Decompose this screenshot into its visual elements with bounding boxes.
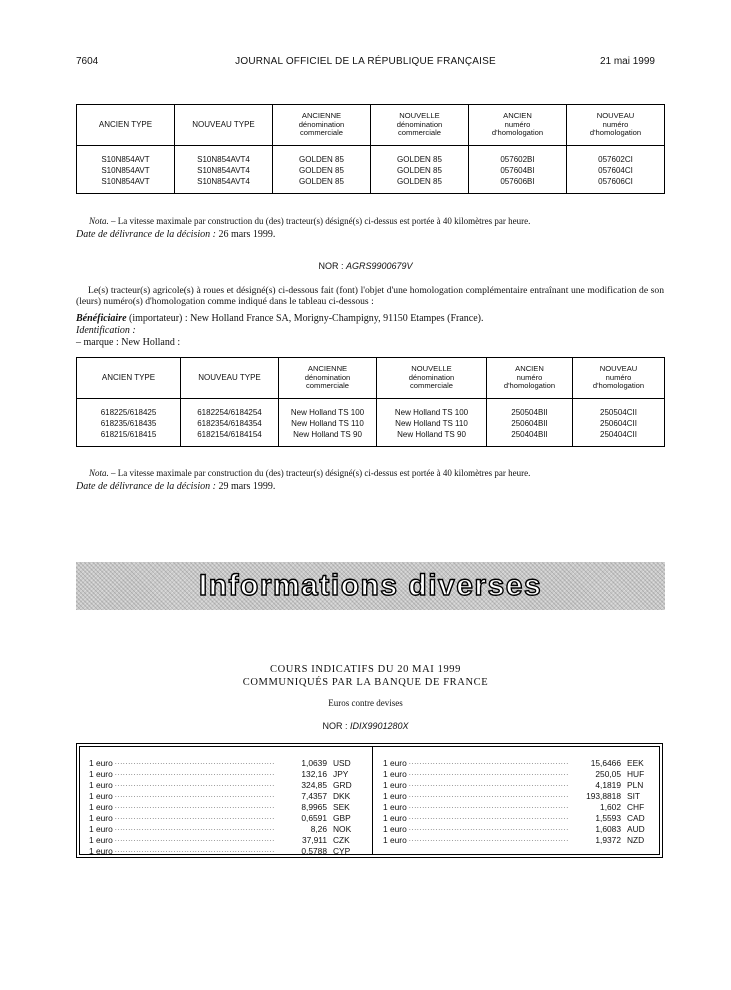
- homologation-table-2: [76, 357, 665, 447]
- rate-row: [89, 802, 359, 813]
- column-header: [273, 105, 371, 146]
- header-line: ANCIEN TYPE: [98, 119, 153, 129]
- dot-leader: [409, 780, 569, 791]
- table-cell: 057606BI: [469, 176, 567, 187]
- spacer-row: [77, 440, 665, 447]
- section-banner: [76, 562, 665, 610]
- rate-row: [383, 758, 653, 769]
- table-row: [77, 407, 665, 418]
- spacer-row: [77, 187, 665, 194]
- rate-row: [383, 791, 653, 802]
- exchange-rates-box: [76, 743, 663, 858]
- column-header: [469, 105, 567, 146]
- note-label: Nota.: [89, 468, 109, 478]
- beneficiaire-line: [76, 313, 484, 324]
- currency-code: EEK: [627, 758, 644, 768]
- table-row: [77, 429, 665, 440]
- table-cell: 6182154/6184154: [181, 429, 279, 440]
- rate-label: 1 euro: [89, 802, 113, 812]
- rates-column-right: [383, 758, 653, 846]
- table-cell: 250404CII: [573, 429, 665, 440]
- decision-value: 26 mars 1999.: [215, 229, 276, 240]
- column-header: [77, 358, 181, 399]
- note-text: – La vitesse maximale par construction du (des) tracteur(s) désigné(s) ci-dessus est portée à 40 kilomètres par heure.: [108, 216, 531, 226]
- rate-value: 250,05: [595, 769, 621, 779]
- table-header-row: [77, 105, 665, 146]
- spacer-cell: [573, 399, 665, 408]
- dot-leader: [409, 824, 569, 835]
- identification-label: Identification :: [76, 325, 136, 336]
- table-cell: 057602BI: [469, 154, 567, 165]
- header-line: d'homologation: [589, 128, 642, 138]
- rate-value: 1,5593: [595, 813, 621, 823]
- rate-row: [89, 791, 359, 802]
- dot-leader: [409, 813, 569, 824]
- table-cell: 250604BII: [487, 418, 573, 429]
- rate-label: 1 euro: [383, 791, 407, 801]
- header-line: commerciale: [299, 128, 344, 138]
- spacer-cell: [175, 146, 273, 155]
- column-header: [567, 105, 665, 146]
- cours-title-line-2: COMMUNIQUÉS PAR LA BANQUE DE FRANCE: [242, 677, 489, 688]
- dot-leader: [409, 835, 569, 846]
- header-line: NOUVEAU: [596, 111, 635, 121]
- spacer-row: [77, 399, 665, 408]
- table-cell: 250504CII: [573, 407, 665, 418]
- table-cell: 250404BII: [487, 429, 573, 440]
- header-line: ANCIENNE: [307, 364, 348, 374]
- cours-title-line-1: COURS INDICATIFS DU 20 MAI 1999: [270, 664, 461, 675]
- nor-label: NOR :: [318, 261, 346, 271]
- dot-leader: [115, 835, 275, 846]
- rate-label: 1 euro: [89, 791, 113, 801]
- page-number: 7604: [76, 56, 99, 67]
- spacer-cell: [181, 399, 279, 408]
- rate-value: 0,5788: [301, 846, 327, 856]
- rate-value: 37,911: [302, 835, 327, 845]
- currency-code: SEK: [333, 802, 350, 812]
- decision-date-2: [76, 481, 275, 492]
- table-cell: New Holland TS 110: [279, 418, 377, 429]
- rate-row: [383, 824, 653, 835]
- currency-code: JPY: [333, 769, 349, 779]
- spacer-cell: [567, 146, 665, 155]
- column-header: [487, 358, 573, 399]
- header-line: commerciale: [409, 381, 454, 391]
- rate-label: 1 euro: [383, 780, 407, 790]
- dot-leader: [409, 791, 569, 802]
- rate-label: 1 euro: [89, 824, 113, 834]
- spacer-cell: [469, 187, 567, 194]
- table-cell: GOLDEN 85: [273, 176, 371, 187]
- rate-value: 1,6083: [595, 824, 621, 834]
- rate-value: 0,6591: [301, 813, 327, 823]
- header-line: d'homologation: [592, 381, 645, 391]
- table-cell: New Holland TS 90: [279, 429, 377, 440]
- rate-row: [89, 780, 359, 791]
- dot-leader: [115, 758, 275, 769]
- header-line: NOUVELLE: [411, 364, 452, 374]
- beneficiaire-text: (importateur) : New Holland France SA, Morigny-Champigny, 91150 Etampes (France).: [126, 313, 484, 324]
- dot-leader: [115, 780, 275, 791]
- header-line: d'homologation: [503, 381, 556, 391]
- table-cell: 057606CI: [567, 176, 665, 187]
- spacer-cell: [487, 399, 573, 408]
- header-line: d'homologation: [491, 128, 544, 138]
- header-line: ANCIEN: [503, 111, 532, 121]
- table-cell: GOLDEN 85: [273, 165, 371, 176]
- rate-label: 1 euro: [89, 813, 113, 823]
- column-header: [279, 358, 377, 399]
- currency-code: NOK: [333, 824, 352, 834]
- table-cell: 057604CI: [567, 165, 665, 176]
- rate-value: 132,16: [301, 769, 327, 779]
- rate-row: [89, 835, 359, 846]
- currency-code: GBP: [333, 813, 351, 823]
- spacer-cell: [371, 146, 469, 155]
- spacer-row: [77, 146, 665, 155]
- spacer-cell: [573, 440, 665, 447]
- banner-title: Informations diverses: [198, 569, 543, 602]
- rate-label: 1 euro: [383, 802, 407, 812]
- currency-code: PLN: [627, 780, 644, 790]
- beneficiaire-label: Bénéficiaire: [76, 313, 127, 324]
- rate-row: [89, 758, 359, 769]
- header-line: ANCIENNE: [301, 111, 342, 121]
- header-line: ANCIEN: [515, 364, 544, 374]
- header-line: NOUVELLE: [399, 111, 440, 121]
- spacer-cell: [469, 146, 567, 155]
- table-row: [77, 176, 665, 187]
- currency-code: GRD: [333, 780, 352, 790]
- rate-value: 1,0639: [301, 758, 327, 768]
- rate-value: 193,8818: [586, 791, 621, 801]
- rate-label: 1 euro: [383, 835, 407, 845]
- table-cell: 6182354/6184354: [181, 418, 279, 429]
- column-header: [175, 105, 273, 146]
- table-row: [77, 154, 665, 165]
- rate-label: 1 euro: [89, 769, 113, 779]
- currency-code: HUF: [627, 769, 645, 779]
- column-header: [573, 358, 665, 399]
- spacer-cell: [487, 440, 573, 447]
- table-cell: New Holland TS 90: [377, 429, 487, 440]
- header-line: commerciale: [397, 128, 442, 138]
- table-cell: 618215/618415: [77, 429, 181, 440]
- rate-row: [89, 813, 359, 824]
- rate-row: [383, 780, 653, 791]
- dot-leader: [115, 813, 275, 824]
- currency-code: SIT: [627, 791, 641, 801]
- rate-label: 1 euro: [383, 813, 407, 823]
- spacer-cell: [181, 440, 279, 447]
- rate-label: 1 euro: [89, 758, 113, 768]
- column-header: [377, 358, 487, 399]
- dot-leader: [409, 769, 569, 780]
- header-line: dénomination: [304, 372, 351, 382]
- spacer-cell: [567, 187, 665, 194]
- rate-value: 324,85: [301, 780, 327, 790]
- spacer-cell: [377, 399, 487, 408]
- table-cell: S10N854AVT4: [175, 154, 273, 165]
- table-cell: S10N854AVT: [77, 154, 175, 165]
- table-cell: New Holland TS 100: [377, 407, 487, 418]
- homologation-table-1: [76, 104, 665, 194]
- header-line: dénomination: [396, 119, 443, 129]
- currency-code: CHF: [627, 802, 645, 812]
- cours-subtitle: Euros contre devises: [328, 698, 403, 708]
- spacer-cell: [175, 187, 273, 194]
- table-cell: 6182254/6184254: [181, 407, 279, 418]
- spacer-cell: [77, 399, 181, 408]
- column-divider: [372, 746, 373, 855]
- table-cell: S10N854AVT: [77, 165, 175, 176]
- rate-label: 1 euro: [89, 846, 113, 856]
- rate-value: 4,1819: [595, 780, 621, 790]
- header-line: NOUVEAU TYPE: [192, 119, 255, 129]
- header-line: numéro: [602, 119, 629, 129]
- rate-label: 1 euro: [89, 780, 113, 790]
- rate-row: [383, 802, 653, 813]
- header-line: commerciale: [305, 381, 350, 391]
- table-cell: GOLDEN 85: [273, 154, 371, 165]
- currency-code: USD: [333, 758, 351, 768]
- nor-reference-2: [0, 721, 731, 731]
- decision-label: Date de délivrance de la décision :: [76, 481, 216, 492]
- currency-code: NZD: [627, 835, 645, 845]
- rate-value: 1,9372: [595, 835, 621, 845]
- intro-paragraph: Le(s) tracteur(s) agricole(s) à roues et désigné(s) ci-dessous fait (font) l'objet d'une homologation complémentaire entraînant une modification de son (leurs) numéro(s) d'homologation comme indiqué dans le tableau ci-dessous :: [76, 285, 664, 307]
- rate-label: 1 euro: [383, 758, 407, 768]
- column-header: [371, 105, 469, 146]
- table-cell: GOLDEN 85: [371, 165, 469, 176]
- dot-leader: [115, 802, 275, 813]
- nor-code: AGRS9900679V: [345, 261, 413, 271]
- nor-label: NOR :: [322, 721, 350, 731]
- header-line: NOUVEAU: [599, 364, 638, 374]
- column-header: [181, 358, 279, 399]
- spacer-cell: [273, 146, 371, 155]
- table-cell: 057604BI: [469, 165, 567, 176]
- issue-date: 21 mai 1999: [599, 56, 655, 67]
- rate-value: 7,4357: [301, 791, 327, 801]
- rate-row: [89, 824, 359, 835]
- journal-title: JOURNAL OFFICIEL DE LA RÉPUBLIQUE FRANÇAISE: [235, 56, 496, 67]
- table-cell: 057602CI: [567, 154, 665, 165]
- dot-leader: [409, 802, 569, 813]
- column-header: [77, 105, 175, 146]
- table-cell: S10N854AVT4: [175, 165, 273, 176]
- table-cell: S10N854AVT4: [175, 176, 273, 187]
- spacer-cell: [77, 146, 175, 155]
- table-cell: 250504BII: [487, 407, 573, 418]
- rate-label: 1 euro: [89, 835, 113, 845]
- note-2: [89, 468, 530, 478]
- rate-row: [383, 769, 653, 780]
- currency-code: CZK: [333, 835, 350, 845]
- rate-value: 8,9965: [301, 802, 327, 812]
- spacer-cell: [77, 440, 181, 447]
- rate-value: 15,6466: [590, 758, 621, 768]
- spacer-cell: [279, 399, 377, 408]
- rate-label: 1 euro: [383, 824, 407, 834]
- dot-leader: [115, 846, 275, 857]
- table-cell: New Holland TS 100: [279, 407, 377, 418]
- rate-value: 8,26: [310, 824, 327, 834]
- spacer-cell: [273, 187, 371, 194]
- table-row: [77, 418, 665, 429]
- rate-value: 1,602: [600, 802, 621, 812]
- decision-date-1: [76, 229, 275, 240]
- currency-code: CYP: [333, 846, 351, 856]
- header-line: numéro: [504, 119, 531, 129]
- table-cell: GOLDEN 85: [371, 176, 469, 187]
- currency-code: DKK: [333, 791, 351, 801]
- table-cell: S10N854AVT: [77, 176, 175, 187]
- spacer-cell: [279, 440, 377, 447]
- table-cell: 618235/618435: [77, 418, 181, 429]
- table-cell: GOLDEN 85: [371, 154, 469, 165]
- spacer-cell: [371, 187, 469, 194]
- rate-row: [383, 835, 653, 846]
- rate-row: [89, 769, 359, 780]
- header-line: numéro: [605, 372, 632, 382]
- header-line: ANCIEN TYPE: [101, 372, 156, 382]
- rate-row: [383, 813, 653, 824]
- table-cell: 618225/618425: [77, 407, 181, 418]
- dot-leader: [115, 791, 275, 802]
- dot-leader: [115, 824, 275, 835]
- note-label: Nota.: [89, 216, 109, 226]
- nor-reference-1: [0, 261, 731, 271]
- header-line: dénomination: [298, 119, 345, 129]
- currency-code: CAD: [627, 813, 645, 823]
- note-1: [89, 216, 530, 226]
- dot-leader: [115, 769, 275, 780]
- header-line: NOUVEAU TYPE: [198, 372, 261, 382]
- rate-row: [89, 846, 359, 857]
- dot-leader: [409, 758, 569, 769]
- decision-value: 29 mars 1999.: [215, 481, 276, 492]
- rate-label: 1 euro: [383, 769, 407, 779]
- nor-code: IDIX9901280X: [349, 721, 409, 731]
- rates-column-left: [89, 758, 359, 857]
- table-row: [77, 165, 665, 176]
- spacer-cell: [77, 187, 175, 194]
- table-header-row: [77, 358, 665, 399]
- table-cell: 250604CII: [573, 418, 665, 429]
- header-line: numéro: [516, 372, 543, 382]
- table-cell: New Holland TS 110: [377, 418, 487, 429]
- marque-line: – marque : New Holland :: [76, 337, 181, 348]
- decision-label: Date de délivrance de la décision :: [76, 229, 216, 240]
- currency-code: AUD: [627, 824, 645, 834]
- spacer-cell: [377, 440, 487, 447]
- note-text: – La vitesse maximale par construction du (des) tracteur(s) désigné(s) ci-dessus est portée à 40 kilomètres par heure.: [108, 468, 531, 478]
- header-line: dénomination: [408, 372, 455, 382]
